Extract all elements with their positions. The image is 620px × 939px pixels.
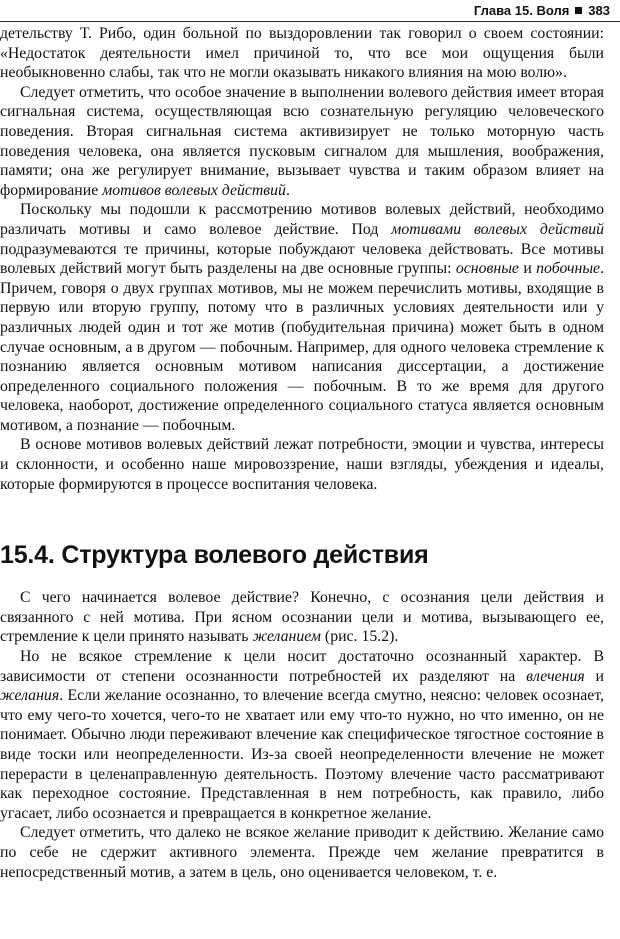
- paragraph-5: С чего начинается волевое действие? Конечно, с осознания цели действия и связанного с ней мотива. При ясном осознании цели и мотива, вызывающего ее, стремление к цели принято называть желанием (рис. 15.2).: [0, 589, 604, 646]
- emphasis: мотивами волевых действий: [391, 220, 604, 238]
- chapter-title: Глава 15. Воля: [473, 2, 570, 18]
- header-rule: [0, 21, 620, 22]
- emphasis: мотивов волевых действий: [102, 181, 286, 199]
- paragraph-3: Поскольку мы подошли к рассмотрению мотивов волевых действий, необходимо различать мотивы и само волевое действие. Под мотивами волевых действий подразумеваются те причины, которые побуждают человека действовать. Все мотивы волевых действий могут быть разделены на две основные группы: основные и побочные. Причем, говоря о двух группах мотивов, мы не можем перечислить мотивы, входящие в первую или вторую группу, потому что в различных условиях деятельности или у различных людей один и тот же мотив (побудительная причина) может быть в одном случае основным, а в другом — побочным. Например, для одного человека стремление к познанию является основным мотивом написания диссертации, а достижение определенного социального положения — побочным. В то же время для другого человека, наоборот, достижение определенного социального статуса является основным мотивом, а познание — побочным.: [0, 201, 605, 434]
- paragraph-2: Следует отметить, что особое значение в выполнении волевого действия имеет вторая сигнальная система, осуществляющая всю сознательную регуляцию человеческого поведения. Вторая сигнальная система активизирует не только моторную часть поведения человека, она является пусковым сигналом для мышления, воображения, памяти; она же регулирует внимание, вызывает чувства и таким образом влияет на формирование мотивов волевых действий.: [0, 83, 604, 199]
- emphasis: желания: [0, 687, 60, 705]
- emphasis: влечения: [526, 667, 585, 685]
- emphasis: основные: [455, 260, 519, 278]
- paragraph-4: В основе мотивов волевых действий лежат потребности, эмоции и чувства, интересы и склонности, и особенно наше мировоззрение, наши взгляды, убеждения и идеалы, которые формируются в процессе воспитания человека.: [0, 436, 604, 493]
- running-header: [474, 0, 610, 20]
- paragraph-7: Следует отметить, что далеко не всякое желание приводит к действию. Желание само по себе не сдержит активного элемента. Прежде чем желание превратится в непосредственный мотив, а затем в цель, оно оценивается человеком, т. е.: [0, 824, 604, 881]
- square-bullet-icon: [575, 7, 582, 14]
- paragraph-1: детельству Т. Рибо, один больной по выздоровлении так говорил о своем состоянии: «Недостаток деятельности имел причиной то, что все мои ощущения были необыкновенно слабы, так что не могли оказывать никакого влияния на мою волю».: [0, 25, 604, 82]
- paragraph-6: Но не всякое стремление к цели носит достаточно осознанный характер. В зависимости от степени осознанности потребностей их разделяют на влечения и желания. Если желание осознанно, то влечение всегда смутно, неясно: человек осознает, что ему чего-то хочется, чего-то не хватает или ему что-то нужно, но что именно, он не понимает. Обычно люди переживают влечение как специфическое тягостное состояние в виде тоски или неопределенности. Из-за своей неопределенности влечение не может перерасти в целенаправленную деятельность. Поэтому влечение часто рассматривают как переходное состояние. Представленная в нем потребность, как правило, либо угасает, либо осознается и превращается в конкретное желание.: [0, 648, 605, 822]
- emphasis: желанием: [252, 628, 321, 646]
- emphasis: побочные: [536, 260, 601, 278]
- section-heading: 15.4. Структура волевого действия: [0, 541, 429, 570]
- page-body: [0, 24, 604, 882]
- page-number: 383: [588, 2, 610, 18]
